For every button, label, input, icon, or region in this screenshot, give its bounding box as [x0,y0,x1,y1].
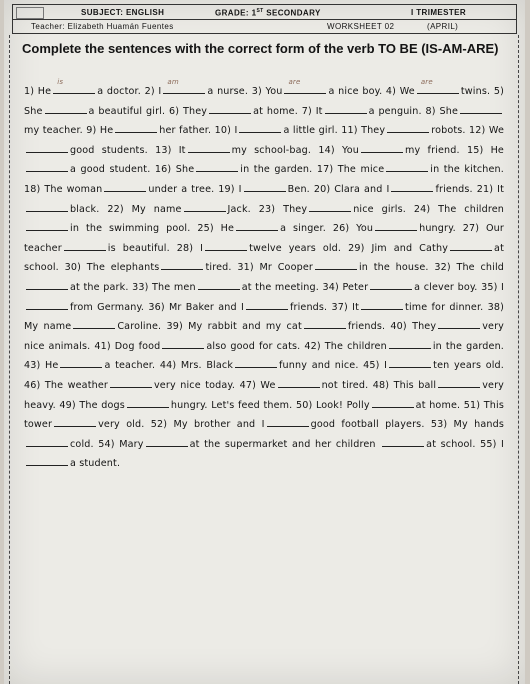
answer-blank[interactable] [372,398,414,408]
school-emblem-icon [16,7,44,19]
sentence-prefix: 17) The mice [316,164,385,176]
handwritten-answer: are [288,78,301,87]
sentence-prefix: 51) This tower [24,399,504,431]
sentence-suffix: a doctor. [97,86,141,97]
sentences-paragraph [24,78,505,474]
sentence-suffix: a nurse. [207,86,249,97]
sentence-prefix: 8) She [425,105,459,117]
sentence-prefix: 30) The elephants [64,262,160,274]
sentence-31 [237,262,428,273]
sentence-suffix: black. [70,203,100,215]
answer-blank[interactable] [304,319,346,329]
answer-blank[interactable] [375,221,417,231]
sentence-prefix: 5) She [24,86,504,117]
sentence-prefix: 34) Peter [322,281,369,293]
sentence-prefix: 39) My rabbit and my cat [166,321,302,333]
sentence-17 [317,164,504,175]
sentence-suffix: in the swimming pool. [70,223,191,235]
answer-blank[interactable] [309,202,351,212]
sentence-42 [304,341,504,352]
sentence-suffix: at the supermarket and her children [189,438,376,450]
sentence-suffix: funny and nice. [279,360,359,372]
sentence-54 [98,439,375,450]
sentence-suffix: Jack. [227,203,251,215]
worksheet-header [12,4,517,34]
header-divider [13,19,516,20]
sentence-prefix: 20) Clara and I [313,183,390,195]
sentence-suffix: also good for cats. [206,340,301,352]
sentence-7 [302,106,422,117]
sentence-suffix: in the garden. [240,164,313,176]
answer-blank[interactable] [235,358,277,368]
sentence-45 [363,360,504,371]
sentence-suffix: a teacher. [104,360,156,372]
sentence-prefix: 38) My name [24,301,505,333]
answer-blank[interactable] [267,417,309,427]
sentence-prefix: 3) You [251,86,283,97]
sentence-suffix: my friend. [404,144,460,156]
sentence-14 [318,145,459,156]
sentence-suffix: very nice animals. [24,321,504,352]
sentence-28 [177,243,341,254]
sentence-36 [148,302,327,313]
sentence-prefix: 36) Mr Baker and I [148,301,244,313]
sentence-22 [107,204,251,215]
sentence-prefix: 31) Mr Cooper [237,262,313,274]
answer-blank[interactable] [209,104,251,114]
answer-blank[interactable] [26,280,68,290]
sentence-13 [155,145,311,156]
sentence-2 [144,78,249,97]
sentence-prefix: 29) Jim and Cathy [348,242,449,254]
sentence-prefix: 14) You [318,144,359,156]
answer-blank[interactable] [315,260,357,270]
sentence-suffix: a good student. [70,164,151,176]
sentence-11 [341,125,465,136]
sentence-prefix: 10) I [214,125,238,137]
answer-blank[interactable] [53,78,95,94]
sentence-suffix: at the park. [70,281,129,293]
answer-blank[interactable] [417,78,459,94]
sentence-prefix: 23) They [258,203,308,215]
sentence-prefix: 16) She [154,164,195,176]
sentence-suffix: very heavy. [24,379,505,411]
answer-blank[interactable] [163,78,205,94]
sentence-suffix: good football players. [310,419,425,431]
sentence-prefix: 9) He [86,125,114,137]
answer-blank[interactable] [236,221,278,231]
sentence-prefix: 32) The child [434,262,504,274]
answer-blank[interactable] [361,300,403,310]
sentence-prefix: 42) The children [304,340,387,352]
sentence-30 [65,262,232,273]
handwritten-answer: are [420,78,433,87]
answer-blank[interactable] [246,300,288,310]
answer-blank[interactable] [104,182,146,192]
sentence-prefix: 15) He [466,144,504,156]
sentence-prefix: 53) My hands [430,419,504,431]
sentence-20 [314,184,473,195]
sentence-suffix: twins. [460,86,491,97]
sentence-prefix: 52) My brother and I [150,419,265,431]
sentence-prefix: 41) Dog food [94,340,161,352]
sentence-18 [24,184,214,195]
worksheet-month: (APRIL) [427,22,459,31]
sentence-prefix: 47) We [239,379,276,391]
sentence-suffix: at school. [426,438,476,450]
sentence-suffix: very nice today. [153,379,236,391]
sentence-prefix: 7) It [301,105,323,117]
sentence-suffix: in the garden. [432,340,505,352]
sentence-suffix: in the house. [358,262,429,274]
sentence-prefix: 4) We [385,86,415,97]
sentence-prefix: 25) He [197,223,235,235]
sentence-prefix: 49) The dogs [59,399,125,411]
sentence-prefix: 43) He [24,360,59,372]
sentence-prefix: 45) I [363,360,388,372]
answer-blank[interactable] [198,280,240,290]
sentence-prefix: 12) We [469,125,504,137]
sentence-prefix: 26) You [332,223,374,235]
answer-blank[interactable] [110,378,152,388]
sentence-suffix: in the kitchen. [430,164,504,176]
sentence-23 [259,204,406,215]
sentence-52 [151,419,425,430]
worksheet-number: WORKSHEET 02 [327,22,395,31]
sentence-39 [166,321,385,332]
sentence-suffix: my school-bag. [231,144,312,156]
sentence-suffix: cold. [70,438,94,450]
answer-blank[interactable] [278,378,320,388]
answer-blank[interactable] [26,221,68,231]
sentence-suffix: hungry. Let's feed them. [170,399,293,411]
sentence-suffix: good students. [70,144,148,156]
answer-blank[interactable] [54,417,96,427]
answer-blank[interactable] [239,123,281,133]
sentence-suffix: tired. [205,262,232,274]
sentence-37 [332,302,484,313]
answer-blank[interactable] [438,319,480,329]
answer-blank[interactable] [460,104,502,114]
answer-blank[interactable] [361,143,403,153]
sentence-46 [24,380,235,391]
sentence-44 [160,360,359,371]
sentence-10 [215,125,338,136]
sentence-prefix: 21) It [476,183,504,195]
answer-blank[interactable] [115,123,157,133]
sentence-55 [380,439,475,450]
sentence-49 [59,400,292,411]
sentence-suffix: ten years old. [433,360,504,372]
sentence-prefix: 24) The children [413,203,504,215]
sentence-suffix: a beautiful girl. [88,105,166,117]
sentence-prefix: 2) I [144,86,162,97]
sentence-suffix: from Germany. [70,301,145,313]
sentence-prefix: 40) They [390,321,437,333]
instructions: Complete the sentences with the correct form of the verb TO BE (IS-AM-ARE) [22,41,499,56]
answer-blank[interactable] [26,143,68,153]
grade-label: GRADE: 1ST SECONDARY [215,8,321,18]
sentence-41 [94,341,300,352]
sentence-suffix: Ben. [287,183,310,195]
answer-blank[interactable] [184,202,226,212]
sentence-suffix: friends. [347,321,386,333]
sentence-prefix: 27) Our teacher [24,223,505,254]
sentence-prefix: 28) I [176,242,204,254]
sentence-4 [385,78,491,97]
sentence-1 [24,78,141,97]
sentence-suffix: at the meeting. [241,281,319,293]
answer-blank[interactable] [370,280,412,290]
trimester-label: I TRIMESTER [411,8,467,17]
sentence-prefix: 55) I [480,438,505,450]
teacher-name: Teacher: Elizabeth Huamán Fuentes [31,22,174,31]
sentence-prefix: 50) Look! Polly [295,399,370,411]
sentence-suffix: my teacher. [24,125,83,137]
answer-blank[interactable] [205,241,247,251]
sentence-suffix: at home. [415,399,461,411]
sentence-25 [197,223,326,234]
answer-blank[interactable] [26,202,68,212]
sentence-9 [86,125,211,136]
sentence-suffix: a penguin. [368,105,422,117]
sentence-suffix: a singer. [280,223,326,235]
sentence-prefix: 22) My name [107,203,182,215]
answer-blank[interactable] [438,378,480,388]
sentence-prefix: 19) I [218,183,242,195]
sentence-prefix: 37) It [331,301,360,313]
left-cut-line [9,35,10,684]
sentence-suffix: is beautiful. [107,242,170,254]
worksheet-page [4,0,525,684]
answer-blank[interactable] [391,182,433,192]
sentence-6 [169,106,298,117]
answer-blank[interactable] [382,437,424,447]
sentence-suffix: hungry. [419,223,456,235]
right-cut-line [518,35,519,684]
sentence-47 [240,380,369,391]
answer-blank[interactable] [196,162,238,172]
sentence-suffix: twelve years old. [249,242,342,254]
sentence-suffix: Caroline. [117,321,162,333]
sentence-suffix: friends. [289,301,328,313]
answer-blank[interactable] [389,339,431,349]
sentence-suffix: nice girls. [353,203,406,215]
sentence-3 [251,78,383,97]
answer-blank[interactable] [60,358,102,368]
sentence-prefix: 48) This ball [372,379,437,391]
sentence-prefix: 13) It [155,144,186,156]
sentence-19 [218,184,310,195]
sentence-prefix: 1) He [24,86,52,97]
sentence-26 [333,223,456,234]
sentence-prefix: 11) They [341,125,386,137]
answer-blank[interactable] [26,437,68,447]
answer-blank[interactable] [188,143,230,153]
sentence-prefix: 33) The men [132,281,196,293]
answer-blank[interactable] [284,78,326,94]
answer-blank[interactable] [146,437,188,447]
answer-blank[interactable] [244,182,286,192]
sentence-suffix: her father. [159,125,212,137]
sentence-suffix: a nice boy. [328,86,383,97]
sentence-prefix: 54) Mary [98,438,144,450]
answer-blank[interactable] [325,104,367,114]
answer-blank[interactable] [64,241,106,251]
sentence-prefix: 44) Mrs. Black [159,360,234,372]
answer-blank[interactable] [389,358,431,368]
handwritten-answer: am [167,78,179,87]
sentence-suffix: a clever boy. [414,281,478,293]
sentence-suffix: at school. [24,242,504,274]
answer-blank[interactable] [387,123,429,133]
sentence-43 [24,360,155,371]
sentence-33 [132,282,319,293]
sentence-suffix: a student. [70,458,121,470]
handwritten-answer: is [57,78,64,87]
answer-blank[interactable] [73,319,115,329]
answer-blank[interactable] [45,104,87,114]
answer-blank[interactable] [161,260,203,270]
answer-blank[interactable] [26,300,68,310]
sentence-prefix: 6) They [169,105,208,117]
answer-blank[interactable] [386,162,428,172]
subject-label: SUBJECT: ENGLISH [81,8,165,17]
sentence-suffix: robots. [431,125,466,137]
sentence-prefix: 35) I [481,281,504,293]
sentence-34 [323,282,478,293]
sentence-suffix: at home. [253,105,298,117]
answer-blank[interactable] [127,398,169,408]
answer-blank[interactable] [162,339,204,349]
answer-blank[interactable] [26,162,68,172]
sentence-suffix: time for dinner. [405,301,484,313]
sentence-prefix: 18) The woman [24,183,103,195]
sentence-suffix: a little girl. [283,125,338,137]
sentence-50 [296,400,460,411]
sentence-prefix: 46) The weather [24,379,108,391]
sentence-16 [155,164,312,175]
sentence-suffix: friends. [435,183,473,195]
answer-blank[interactable] [450,241,492,251]
sentence-suffix: not tired. [321,379,369,391]
sentence-suffix: very old. [98,419,145,431]
sentence-suffix: under a tree. [148,183,215,195]
answer-blank[interactable] [26,456,68,466]
